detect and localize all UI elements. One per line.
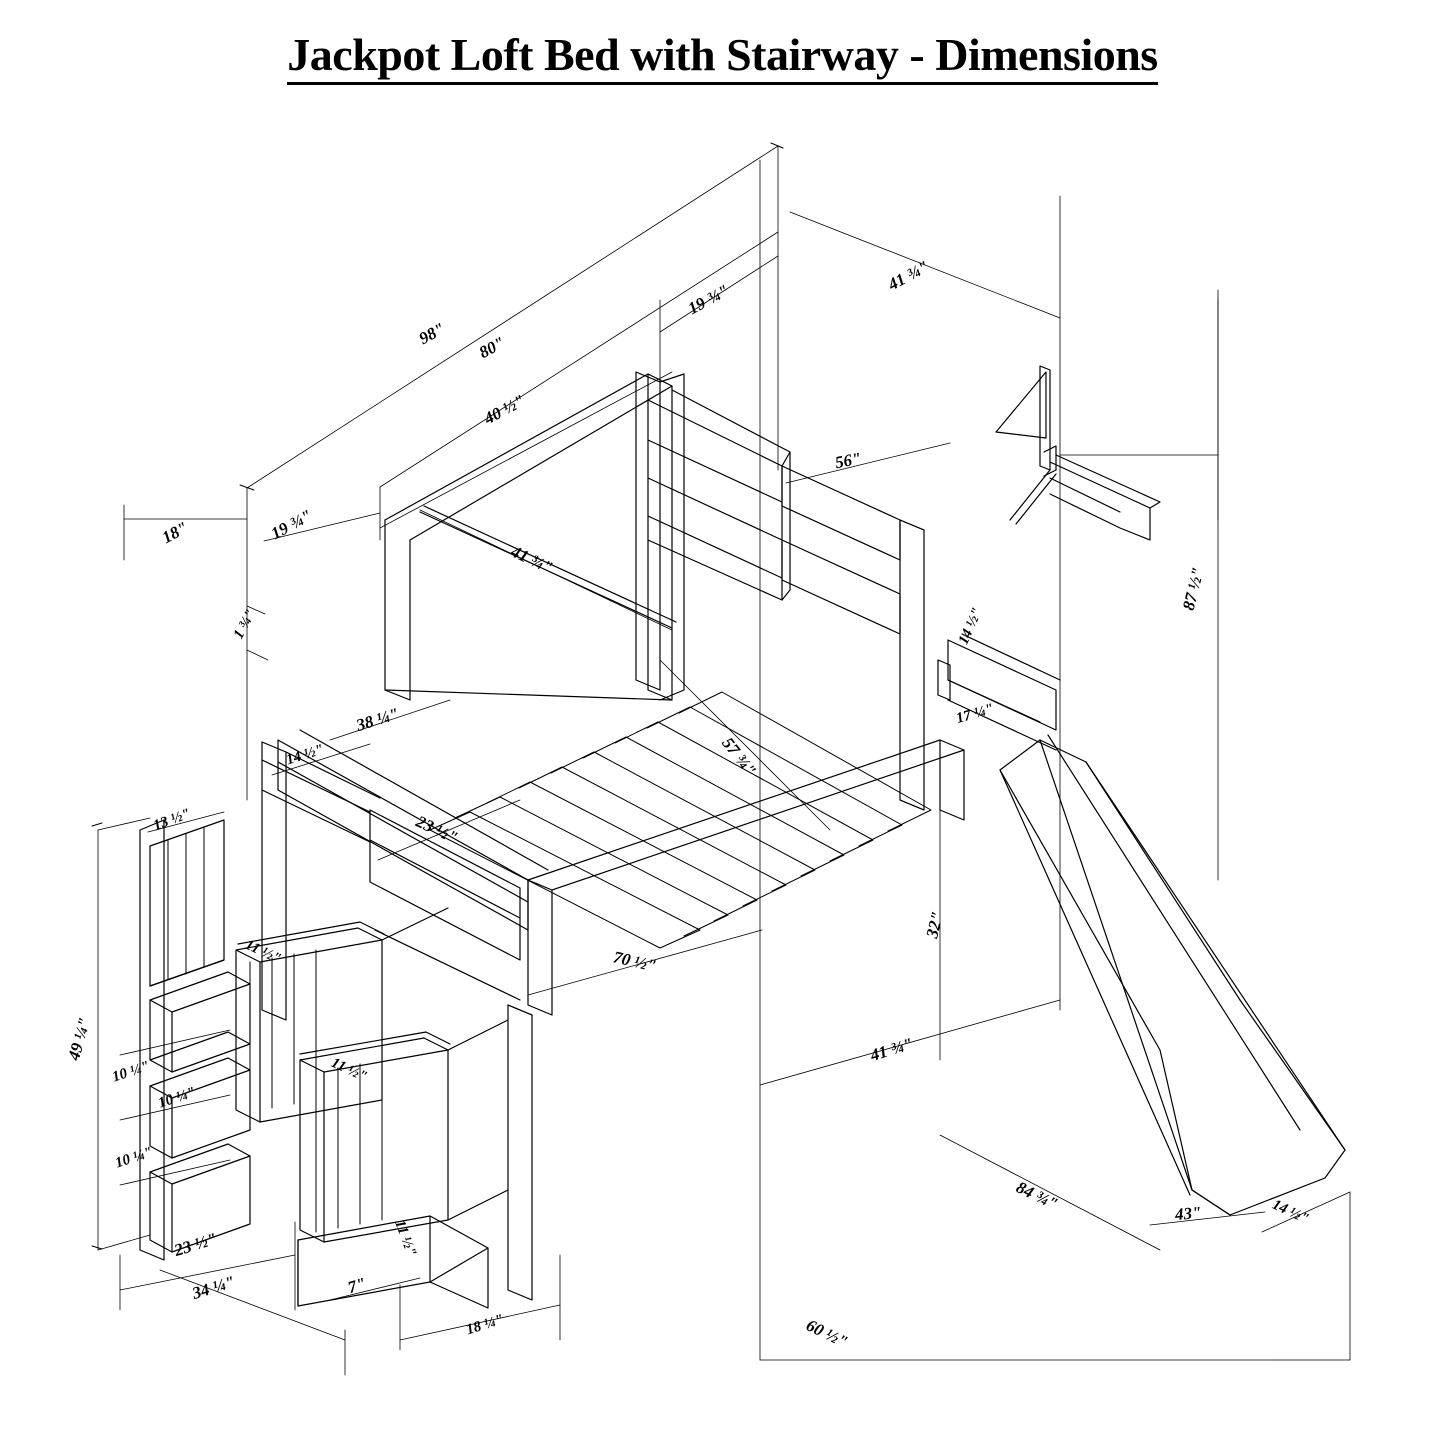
page-title-text: Jackpot Loft Bed with Stairway - Dimensions (287, 29, 1157, 85)
dimension-label: 10 ¼" (113, 1144, 155, 1172)
dimension-label: 14 ½" (284, 741, 326, 769)
dimension-label: 87 ½" (1178, 565, 1208, 613)
dimension-label: 49 ¼" (64, 1015, 95, 1063)
dimension-label: 56" (833, 448, 863, 473)
dimension-label: 41 ¾" (508, 541, 556, 578)
dimension-label: 38 ¼" (354, 704, 402, 735)
dimension-label: 13 ½" (151, 805, 193, 835)
dimension-label: 23 ½" (172, 1229, 220, 1260)
dimension-label: 1 ¾" (230, 606, 260, 642)
dimension-label: 10 ¼" (110, 1058, 152, 1086)
dimension-label: 60 ½" (803, 1315, 851, 1352)
dimension-label: 14 ½" (1269, 1196, 1312, 1228)
dimension-label: 18 ¼" (464, 1311, 506, 1339)
dimension-label: 7" (345, 1273, 369, 1298)
dimension-label: 34 ¼" (190, 1272, 238, 1303)
dimension-label: 80" (475, 332, 509, 363)
dimension-label: 11 ½" (391, 1217, 420, 1259)
dimension-label: 19 ¾" (684, 280, 733, 319)
dimension-label: 11 ½" (242, 936, 284, 968)
dimension-label: 41 ¾" (884, 256, 933, 295)
dimension-label: 17 ¼" (954, 701, 996, 727)
dimension-label: 98" (415, 318, 449, 349)
dimension-label: 18" (158, 517, 192, 548)
dimension-label: 19 ¾" (267, 505, 316, 544)
dimension-label: 11 ½" (328, 1054, 370, 1086)
dimension-label: 14 ½" (955, 605, 986, 648)
dimension-label: 23 ½" (413, 811, 461, 848)
dimension-label: 43" (1174, 1202, 1203, 1225)
dimension-label: 10 ¼" (156, 1084, 198, 1112)
dimension-label: 40 ½" (480, 390, 529, 429)
dimension-label: 70 ½" (611, 947, 659, 976)
dimension-label: 57 ¾" (718, 733, 760, 780)
dimension-label: 84 ¾" (1013, 1177, 1061, 1214)
dimension-label: 32" (922, 909, 948, 941)
dimension-label: 41 ¾" (868, 1034, 916, 1065)
